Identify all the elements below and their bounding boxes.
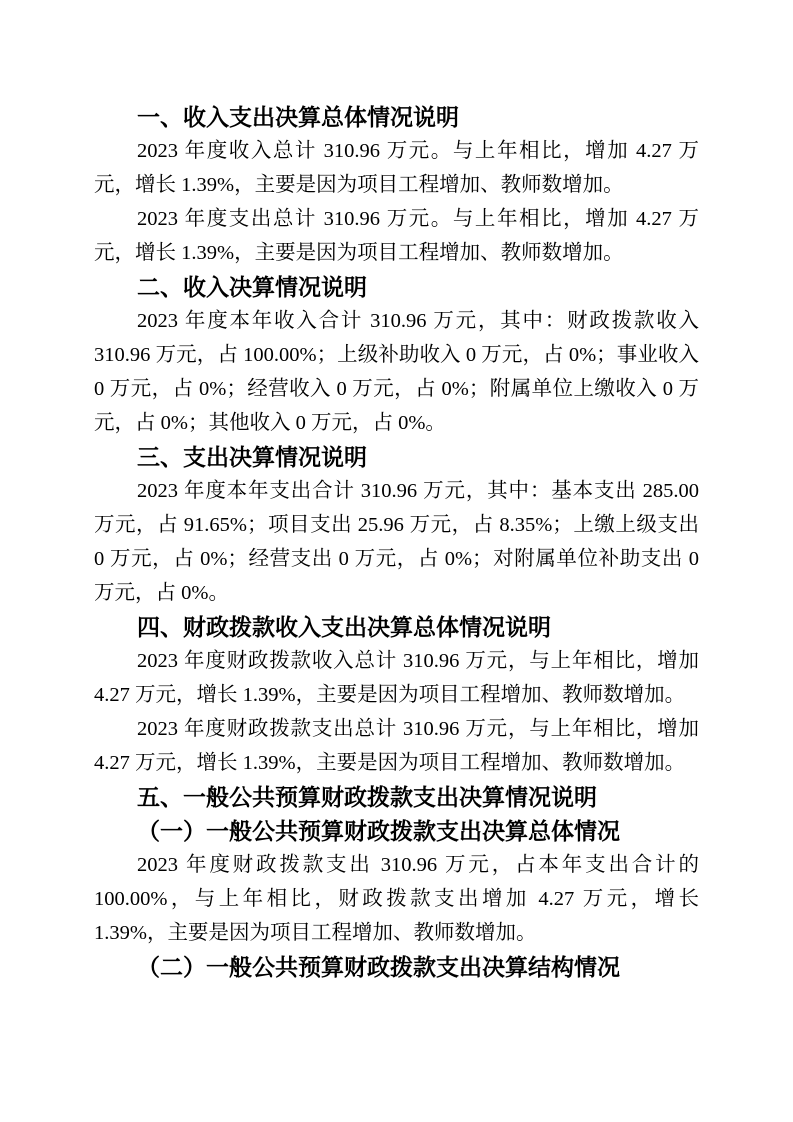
section-2-paragraph-1: 2023 年度本年收入合计 310.96 万元，其中：财政拨款收入 310.96 万元，占 100.00%；上级补助收入 0 万元，占 0%；事业收入 0 万元，占 0%；经营收入 0 万元，占 0%；附属单位上缴收入 0 万元，占 0%；其他收入 0 万元，占 0%。: [94, 310, 699, 434]
section-2-heading: 二、收入决算情况说明: [137, 274, 367, 300]
section-5-subheading-1: （一）一般公共预算财政拨款支出决算总体情况: [137, 818, 620, 844]
section-3-heading: 三、支出决算情况说明: [137, 444, 367, 470]
section-1-paragraph-2: 2023 年度支出总计 310.96 万元。与上年相比，增加 4.27 万元，增长 1.39%，主要是因为项目工程增加、教师数增加。: [94, 208, 699, 264]
section-4-paragraph-2: 2023 年度财政拨款支出总计 310.96 万元，与上年相比，增加 4.27 万元，增长 1.39%，主要是因为项目工程增加、教师数增加。: [94, 718, 699, 774]
document-content: [94, 100, 699, 984]
section-5-subheading-2: （二）一般公共预算财政拨款支出决算结构情况: [137, 954, 620, 980]
section-4-paragraph-1: 2023 年度财政拨款收入总计 310.96 万元，与上年相比，增加 4.27 万元，增长 1.39%，主要是因为项目工程增加、教师数增加。: [94, 650, 699, 706]
section-1-heading: 一、收入支出决算总体情况说明: [137, 104, 459, 130]
section-5-paragraph-1: 2023 年度财政拨款支出 310.96 万元，占本年支出合计的 100.00%，与上年相比，财政拨款支出增加 4.27 万元，增长 1.39%，主要是因为项目工程增加、教师数增加。: [94, 854, 699, 944]
section-5-heading: 五、一般公共预算财政拨款支出决算情况说明: [137, 784, 597, 810]
section-1-paragraph-1: 2023 年度收入总计 310.96 万元。与上年相比，增加 4.27 万元，增长 1.39%，主要是因为项目工程增加、教师数增加。: [94, 140, 699, 196]
section-4-heading: 四、财政拨款收入支出决算总体情况说明: [137, 614, 551, 640]
section-3-paragraph-1: 2023 年度本年支出合计 310.96 万元，其中：基本支出 285.00 万元，占 91.65%；项目支出 25.96 万元，占 8.35%；上缴上级支出 0 万元，占 0%；经营支出 0 万元，占 0%；对附属单位补助支出 0 万元，占 0%。: [94, 480, 699, 604]
